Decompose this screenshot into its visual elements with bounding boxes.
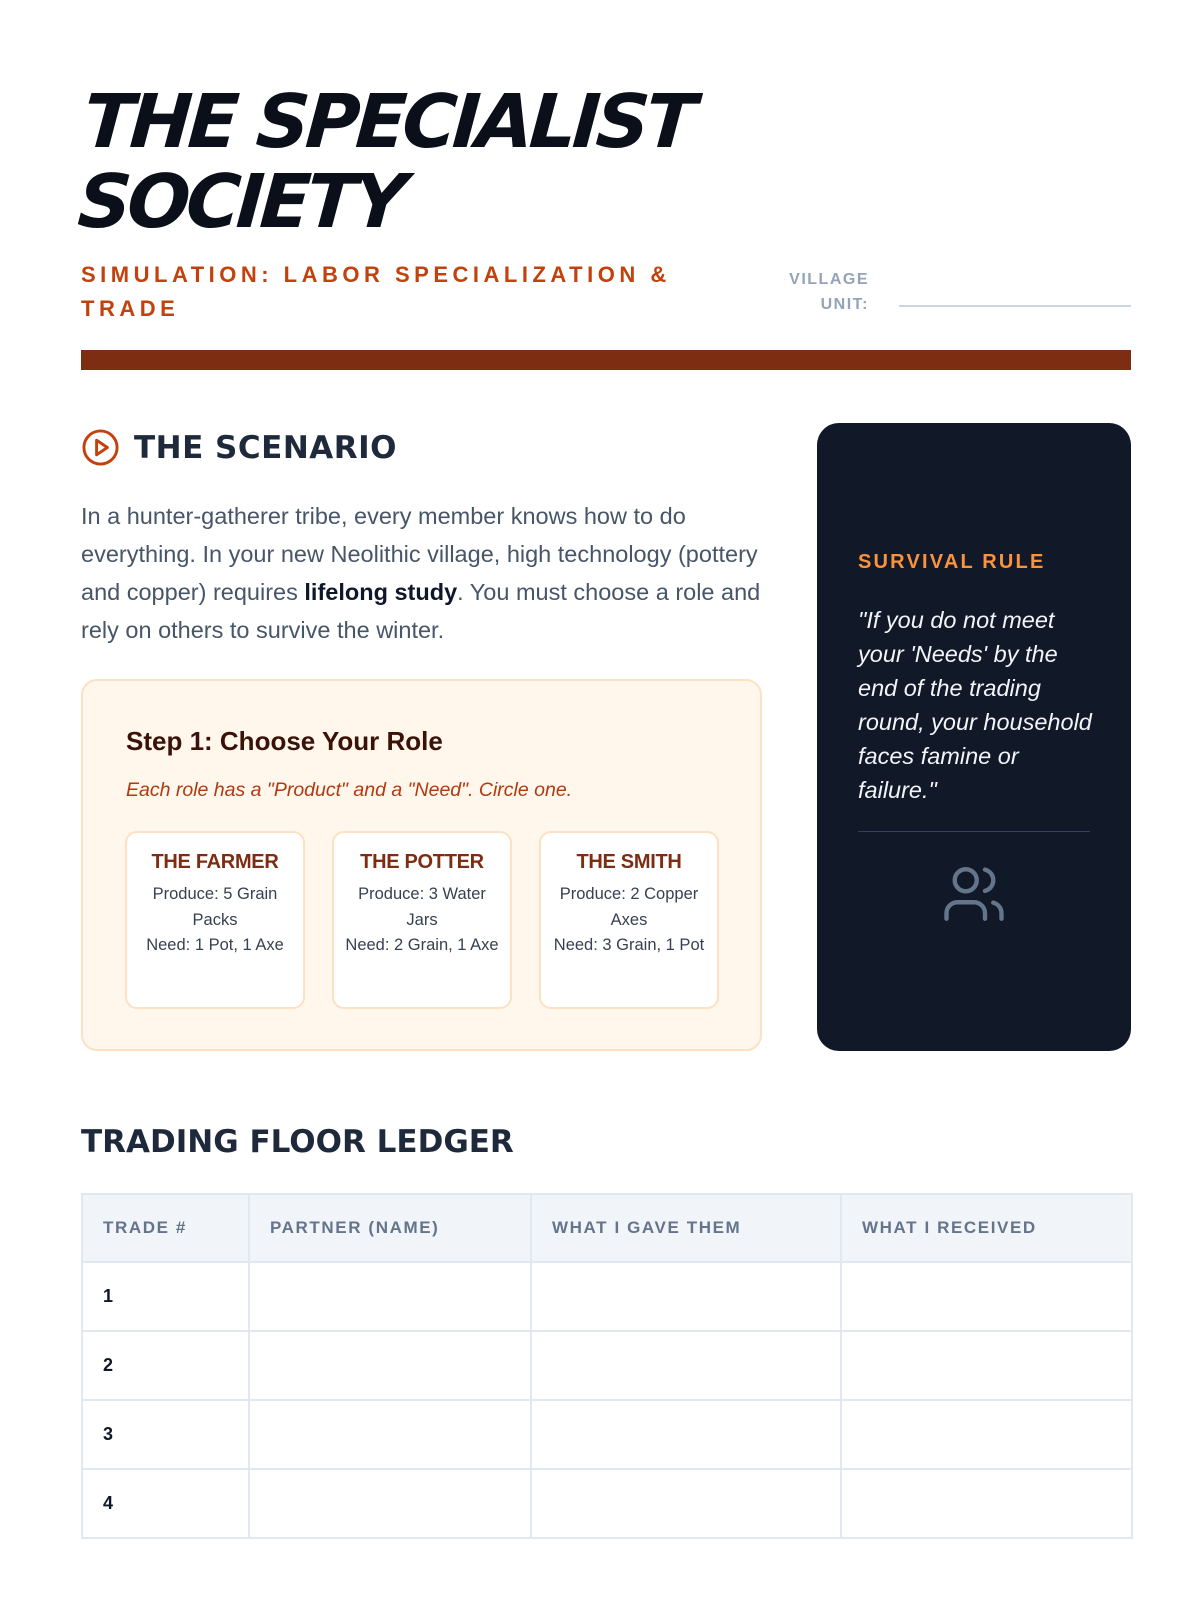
survival-rule-card (817, 423, 1131, 1051)
column-header-partner: PARTNER (NAME) (249, 1194, 531, 1262)
village-unit-field[interactable] (899, 305, 1131, 307)
gave-cell[interactable] (531, 1262, 841, 1331)
trading-ledger-table (81, 1193, 1133, 1539)
partner-cell[interactable] (249, 1469, 531, 1538)
scenario-title: THE SCENARIO (134, 429, 398, 466)
received-cell[interactable] (841, 1469, 1132, 1538)
trade-number: 3 (82, 1400, 249, 1469)
role-produce: Produce: 5 Grain Packs (152, 885, 278, 929)
role-card-potter[interactable] (332, 831, 512, 1009)
partner-cell[interactable] (249, 1262, 531, 1331)
gave-cell[interactable] (531, 1400, 841, 1469)
survival-rule-quote: "If you do not meet your 'Needs' by the end of the trading round, your household faces famine or failure." (858, 607, 1092, 803)
table-row (82, 1400, 1132, 1469)
trade-number: 1 (82, 1262, 249, 1331)
role-card-farmer[interactable] (125, 831, 305, 1009)
role-selection-box (81, 679, 762, 1051)
column-header-trade: TRADE # (82, 1194, 249, 1262)
village-unit-label: VILLAGE UNIT: (789, 271, 869, 313)
table-row (82, 1469, 1132, 1538)
step-instructions: Each role has a "Product" and a "Need". Circle one. (126, 779, 573, 801)
users-icon (941, 861, 1007, 927)
table-row (82, 1331, 1132, 1400)
role-card-smith[interactable] (539, 831, 719, 1009)
trade-number: 4 (82, 1469, 249, 1538)
step-title: Step 1: Choose Your Role (126, 726, 443, 756)
worksheet-page (75, 0, 1131, 1600)
received-cell[interactable] (841, 1331, 1132, 1400)
survival-divider (858, 831, 1090, 832)
scenario-heading (81, 428, 397, 467)
trade-number: 2 (82, 1331, 249, 1400)
scenario-text-after: . You must choose a role and rely on others to survive the winter. (81, 579, 761, 643)
ledger-title: TRADING FLOOR LEDGER (81, 1124, 514, 1160)
column-header-received: WHAT I RECEIVED (841, 1194, 1132, 1262)
scenario-text-bold: lifelong study (304, 579, 458, 605)
role-name: THE POTTER (360, 851, 484, 873)
partner-cell[interactable] (249, 1400, 531, 1469)
role-produce: Produce: 3 Water Jars (358, 885, 486, 929)
play-circle-icon (81, 428, 120, 467)
role-name: THE FARMER (151, 851, 279, 873)
table-row (82, 1262, 1132, 1331)
gave-cell[interactable] (531, 1469, 841, 1538)
role-produce: Produce: 2 Copper Axes (559, 885, 699, 929)
partner-cell[interactable] (249, 1331, 531, 1400)
column-header-gave: WHAT I GAVE THEM (531, 1194, 841, 1262)
page-title: THE SPECIALIST SOCIETY (75, 79, 696, 245)
received-cell[interactable] (841, 1262, 1132, 1331)
header-divider-bar (81, 350, 1131, 370)
received-cell[interactable] (841, 1400, 1132, 1469)
table-header-row (82, 1194, 1132, 1262)
role-need: Need: 2 Grain, 1 Axe (345, 936, 499, 954)
role-name: THE SMITH (576, 851, 682, 873)
scenario-text (81, 497, 761, 649)
role-need: Need: 1 Pot, 1 Axe (146, 936, 284, 954)
survival-rule-label: SURVIVAL RULE (858, 551, 1046, 573)
role-need: Need: 3 Grain, 1 Pot (553, 936, 705, 954)
page-subtitle: SIMULATION: LABOR SPECIALIZATION & TRADE (81, 262, 671, 321)
scenario-text-before: In a hunter-gatherer tribe, every member knows how to do everything. In your new Neolithic village, high technology (pottery and copper) requires (81, 503, 758, 605)
gave-cell[interactable] (531, 1331, 841, 1400)
